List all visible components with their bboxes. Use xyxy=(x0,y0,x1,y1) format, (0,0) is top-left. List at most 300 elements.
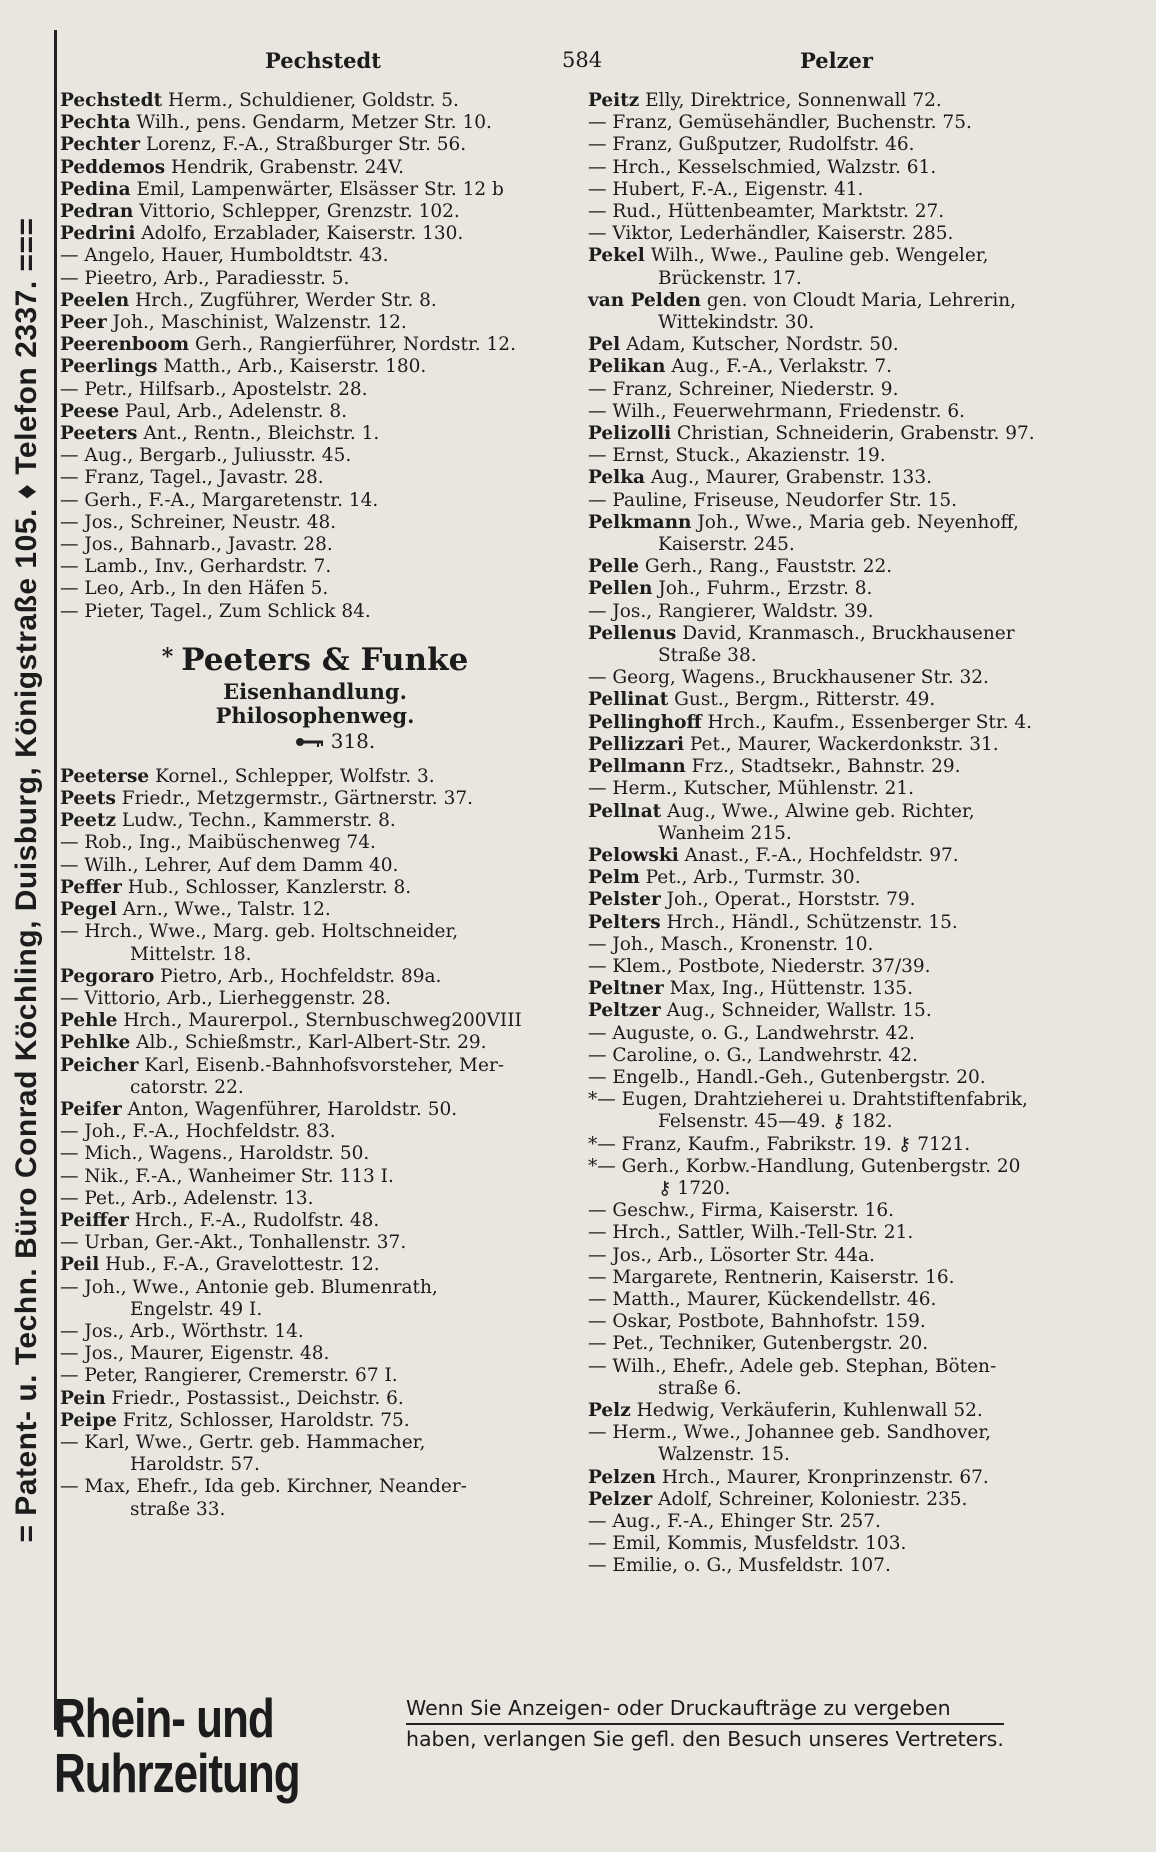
entry-details: — Angelo, Hauer, Humboldtstr. 43. xyxy=(60,245,389,267)
directory-entry xyxy=(588,1200,1108,1222)
directory-entry xyxy=(588,1422,1108,1444)
entry-surname: Peffer xyxy=(60,876,122,898)
entry-details: — Margarete, Rentnerin, Kaiserstr. 16. xyxy=(588,1266,955,1288)
entry-surname: Pellinat xyxy=(588,689,669,711)
entry-details: — Jos., Maurer, Eigenstr. 48. xyxy=(60,1343,330,1365)
directory-entry xyxy=(60,1388,570,1410)
advert-phone xyxy=(100,728,570,754)
directory-entry xyxy=(588,1067,1108,1089)
directory-entry xyxy=(60,312,570,334)
directory-entry xyxy=(60,512,570,534)
entry-details: Hedwig, Verkäuferin, Kuhlenwall 52. xyxy=(630,1399,983,1421)
entry-details: Hub., F.-A., Gravelottestr. 12. xyxy=(99,1254,380,1276)
directory-entry xyxy=(60,601,570,623)
entry-details: Gerh., Rang., Fauststr. 22. xyxy=(639,556,893,578)
directory-entry xyxy=(60,1343,570,1365)
entry-details: Aug., F.-A., Verlakstr. 7. xyxy=(665,356,892,378)
entry-details: — Mich., Wagens., Haroldstr. 50. xyxy=(60,1143,370,1165)
entry-details: Wanheim 215. xyxy=(658,822,792,844)
directory-entry xyxy=(588,889,1108,911)
directory-entry xyxy=(60,1432,570,1454)
directory-entry xyxy=(588,179,1108,201)
directory-entry xyxy=(588,845,1108,867)
entry-details: — Jos., Arb., Lösorter Str. 44a. xyxy=(588,1244,875,1266)
directory-entry xyxy=(588,1400,1108,1422)
entry-details: — Jos., Rangierer, Waldstr. 39. xyxy=(588,600,874,622)
directory-entry xyxy=(60,134,570,156)
directory-entry xyxy=(588,756,1108,778)
directory-entry xyxy=(60,1099,570,1121)
entry-surname: Peddemos xyxy=(60,156,166,178)
entry-details: — Franz, Tagel., Javastr. 28. xyxy=(60,467,324,489)
entry-details: — Pet., Techniker, Gutenbergstr. 20. xyxy=(588,1333,929,1355)
entry-details: — Rud., Hüttenbeamter, Marktstr. 27. xyxy=(588,201,945,223)
entry-surname: Peeters xyxy=(60,423,138,445)
directory-entry xyxy=(588,734,1108,756)
entry-details: — Geschw., Firma, Kaiserstr. 16. xyxy=(588,1200,895,1222)
entry-details: David, Kranmasch., Bruckhausener xyxy=(676,622,1015,644)
right-entries xyxy=(588,90,1108,1578)
directory-entry xyxy=(60,1010,570,1032)
entry-details: — Urban, Ger.-Akt., Tonhallenstr. 37. xyxy=(60,1232,407,1254)
entry-details: Joh., Wwe., Maria geb. Neyenhoff, xyxy=(691,511,1019,533)
entry-details: Alb., Schießmstr., Karl-Albert-Str. 29. xyxy=(130,1032,487,1054)
entry-details: — Hrch., Sattler, Wilh.-Tell-Str. 21. xyxy=(588,1222,914,1244)
entry-surname: Peer xyxy=(60,312,107,334)
entry-details: Kaiserstr. 245. xyxy=(658,534,795,556)
footer-advert xyxy=(54,1688,1108,1805)
entry-details: — Karl, Wwe., Gertr. geb. Hammacher, xyxy=(60,1431,426,1453)
advert-line1: Eisenhandlung. xyxy=(223,678,407,704)
entry-details: — Hrch., Kesselschmied, Walzstr. 61. xyxy=(588,156,937,178)
entry-details: Walzenstr. 15. xyxy=(658,1444,790,1466)
directory-entry xyxy=(60,290,570,312)
page-number: 584 xyxy=(562,48,603,72)
directory-entry xyxy=(588,401,1108,423)
directory-entry xyxy=(588,201,1108,223)
directory-entry xyxy=(588,1178,1108,1200)
directory-entry xyxy=(588,578,1108,600)
directory-entry xyxy=(60,1077,570,1099)
entry-surname: Peipe xyxy=(60,1409,117,1431)
entry-details: Hrch., Maurerpol., Sternbuschweg200VIII xyxy=(117,1010,522,1032)
entry-surname: Pelz xyxy=(588,1399,631,1421)
directory-entry xyxy=(60,788,570,810)
directory-entry xyxy=(60,1476,570,1498)
directory-entry xyxy=(60,578,570,600)
directory-entry xyxy=(60,1210,570,1232)
directory-entry xyxy=(60,268,570,290)
entry-surname: Peifer xyxy=(60,1098,122,1120)
entry-details: Engelstr. 49 I. xyxy=(130,1298,263,1320)
entry-surname: Peicher xyxy=(60,1054,139,1076)
entry-surname: Pedran xyxy=(60,201,134,223)
entry-surname: Pechta xyxy=(60,112,131,134)
entry-surname: Pekel xyxy=(588,245,645,267)
entry-surname: Peese xyxy=(60,400,120,422)
directory-entry xyxy=(588,1111,1108,1133)
entry-surname: Peltner xyxy=(588,978,664,1000)
advert-firm-name: Peeters & Funke xyxy=(181,641,469,678)
entry-details: — Lamb., Inv., Gerhardstr. 7. xyxy=(60,556,332,578)
directory-entry xyxy=(60,1188,570,1210)
directory-entry xyxy=(588,312,1108,334)
directory-entry xyxy=(588,290,1108,312)
entry-details: — Rob., Ing., Maibüschenweg 74. xyxy=(60,832,376,854)
entry-surname: Pelizolli xyxy=(588,423,672,445)
entry-details: Adolfo, Erzablader, Kaiserstr. 130. xyxy=(135,223,464,245)
entry-details: — Pauline, Friseuse, Neudorfer Str. 15. xyxy=(588,489,958,511)
entry-surname: Peltzer xyxy=(588,1000,661,1022)
directory-entry xyxy=(60,90,570,112)
directory-entry xyxy=(60,223,570,245)
entry-surname: Pehlke xyxy=(60,1032,131,1054)
entry-details: — Joh., Wwe., Antonie geb. Blumenrath, xyxy=(60,1276,438,1298)
entry-details: Aug., Wwe., Alwine geb. Richter, xyxy=(661,800,975,822)
entry-details: Friedr., Postassist., Deichstr. 6. xyxy=(105,1387,404,1409)
footer-line2: haben, verlangen Sie gefl. den Besuch unseres Vertreters. xyxy=(406,1727,1004,1751)
entry-details: Gust., Bergm., Ritterstr. 49. xyxy=(668,689,936,711)
entry-surname: Peeterse xyxy=(60,765,150,787)
entry-details: Hrch., F.-A., Rudolfstr. 48. xyxy=(128,1209,380,1231)
left-entries-top xyxy=(60,90,570,623)
entry-surname: Pedrini xyxy=(60,223,136,245)
entry-details: Christian, Schneiderin, Grabenstr. 97. xyxy=(671,423,1035,445)
directory-entry xyxy=(60,534,570,556)
directory-entry xyxy=(60,1032,570,1054)
entry-details: Ant., Rentn., Bleichstr. 1. xyxy=(137,423,380,445)
directory-entry xyxy=(588,1533,1108,1555)
entry-details: Lorenz, F.-A., Straßburger Str. 56. xyxy=(139,134,467,156)
entry-details: — Franz, Gemüsehändler, Buchenstr. 75. xyxy=(588,112,972,134)
entry-details: *— Gerh., Korbw.-Handlung, Gutenbergstr. 20 xyxy=(588,1155,1021,1177)
entry-surname: Pelle xyxy=(588,556,640,578)
entry-details: Paul, Arb., Adelenstr. 8. xyxy=(119,400,348,422)
side-advert-text: = Patent- u. Techn. Büro Conrad Köchling, Duisburg, Königstraße 105. ♦ Telefon 2337. === xyxy=(10,217,43,1543)
entry-details: Frz., Stadtsekr., Bahnstr. 29. xyxy=(685,756,961,778)
entry-details: — Pieter, Tagel., Zum Schlick 84. xyxy=(60,600,371,622)
entry-details: Adam, Kutscher, Nordstr. 50. xyxy=(620,334,899,356)
entry-details: — Engelb., Handl.-Geh., Gutenbergstr. 20. xyxy=(588,1066,986,1088)
entry-details: — Georg, Wagens., Bruckhausener Str. 32. xyxy=(588,667,989,689)
entry-details: Friedr., Metzgermstr., Gärtnerstr. 37. xyxy=(115,788,473,810)
entry-details: Joh., Operat., Horststr. 79. xyxy=(660,889,916,911)
entry-surname: van Pelden xyxy=(588,289,701,311)
entry-details: Anast., F.-A., Hochfeldstr. 97. xyxy=(678,844,959,866)
entry-details: Pietro, Arb., Hochfeldstr. 89a. xyxy=(154,965,442,987)
directory-entry xyxy=(588,1378,1108,1400)
entry-details: gen. von Cloudt Maria, Lehrerin, xyxy=(701,289,1017,311)
entry-details: Karl, Eisenb.-Bahnhofsvorsteher, Mer- xyxy=(138,1054,505,1076)
directory-entry xyxy=(60,810,570,832)
directory-entry xyxy=(60,944,570,966)
entry-details: — Joh., F.-A., Hochfeldstr. 83. xyxy=(60,1121,336,1143)
entry-surname: Pellnat xyxy=(588,800,662,822)
entry-details: Wilh., Wwe., Pauline geb. Wengeler, xyxy=(644,245,989,267)
directory-entry xyxy=(588,778,1108,800)
right-column xyxy=(588,90,1108,1578)
advert-peeters-funke xyxy=(60,637,570,754)
entry-surname: Peiffer xyxy=(60,1209,129,1231)
directory-entry xyxy=(60,988,570,1010)
entry-details: — Aug., Bergarb., Juliusstr. 45. xyxy=(60,445,352,467)
entry-details: Pet., Maurer, Wackerdonkstr. 31. xyxy=(684,733,999,755)
entry-details: — Pet., Arb., Adelenstr. 13. xyxy=(60,1187,314,1209)
entry-details: — Aug., F.-A., Ehinger Str. 257. xyxy=(588,1511,881,1532)
directory-entry xyxy=(60,467,570,489)
entry-details: — Joh., Masch., Kronenstr. 10. xyxy=(588,933,874,955)
entry-details: Pet., Arb., Turmstr. 30. xyxy=(639,867,861,889)
entry-surname: Pelka xyxy=(588,467,646,489)
entry-details: Adolf, Schreiner, Koloniestr. 235. xyxy=(652,1488,968,1510)
entry-details: Wilh., pens. Gendarm, Metzer Str. 10. xyxy=(130,112,492,134)
entry-details: — Klem., Postbote, Niederstr. 37/39. xyxy=(588,955,931,977)
entry-details: — Herm., Kutscher, Mühlenstr. 21. xyxy=(588,778,915,800)
directory-entry xyxy=(588,1134,1108,1156)
entry-surname: Pechter xyxy=(60,134,140,156)
directory-entry xyxy=(588,379,1108,401)
directory-entry xyxy=(588,134,1108,156)
directory-entry xyxy=(588,1289,1108,1311)
directory-entry xyxy=(588,867,1108,889)
entry-details: — Franz, Gußputzer, Rudolfstr. 46. xyxy=(588,134,915,156)
entry-details: — Wilh., Lehrer, Auf dem Damm 40. xyxy=(60,854,399,876)
entry-surname: Peerlings xyxy=(60,356,158,378)
entry-surname: Pegoraro xyxy=(60,965,155,987)
entry-details: Hendrik, Grabenstr. 24V. xyxy=(165,156,405,178)
directory-entry xyxy=(588,1311,1108,1333)
directory-entry xyxy=(60,1232,570,1254)
entry-details: Hrch., Händl., Schützenstr. 15. xyxy=(660,911,958,933)
directory-entry xyxy=(588,1089,1108,1111)
directory-entry xyxy=(60,1410,570,1432)
directory-entry xyxy=(588,556,1108,578)
directory-entry xyxy=(60,921,570,943)
advert-phone-number: 318. xyxy=(330,728,376,753)
directory-entry xyxy=(588,1555,1108,1577)
entry-details: Hrch., Zugführer, Werder Str. 8. xyxy=(129,289,437,311)
entry-details: Hrch., Maurer, Kronprinzenstr. 67. xyxy=(655,1466,989,1488)
entry-details: — Jos., Arb., Wörthstr. 14. xyxy=(60,1320,304,1342)
telephone-key-icon xyxy=(295,736,325,748)
entry-surname: Pellizzari xyxy=(588,733,685,755)
directory-entry xyxy=(588,1000,1108,1022)
directory-entry xyxy=(60,379,570,401)
advert-firm xyxy=(60,637,570,680)
entry-surname: Pel xyxy=(588,334,621,356)
directory-entry xyxy=(588,534,1108,556)
entry-surname: Peetz xyxy=(60,810,117,832)
directory-entry xyxy=(60,445,570,467)
entry-details: Herm., Schuldiener, Goldstr. 5. xyxy=(162,90,459,111)
directory-entry xyxy=(60,157,570,179)
entry-surname: Pelzer xyxy=(588,1488,653,1510)
entry-details: — Petr., Hilfsarb., Apostelstr. 28. xyxy=(60,378,368,400)
entry-surname: Pellinghoff xyxy=(588,711,702,733)
left-column xyxy=(60,90,570,1521)
entry-surname: Pelzen xyxy=(588,1466,656,1488)
entry-details: *— Eugen, Drahtzieherei u. Drahtstiftenfabrik, xyxy=(588,1089,1028,1111)
entry-details: — Jos., Bahnarb., Javastr. 28. xyxy=(60,534,333,556)
directory-entry xyxy=(60,1299,570,1321)
entry-details: Joh., Fuhrm., Erzstr. 8. xyxy=(652,578,873,600)
directory-entry xyxy=(588,1245,1108,1267)
directory-entry xyxy=(60,1277,570,1299)
entry-details: Elly, Direktrice, Sonnenwall 72. xyxy=(639,90,942,111)
advert-line2: Philosophenweg. xyxy=(215,702,415,728)
entry-details: Brückenstr. 17. xyxy=(658,267,802,289)
entry-details: Mittelstr. 18. xyxy=(130,943,252,965)
directory-entry xyxy=(588,823,1108,845)
entry-surname: Pellmann xyxy=(588,756,686,778)
entry-details: straße 33. xyxy=(130,1498,226,1520)
directory-entry xyxy=(60,877,570,899)
directory-entry xyxy=(588,268,1108,290)
directory-entry xyxy=(588,467,1108,489)
directory-entry xyxy=(588,1222,1108,1244)
newspaper-logo: Rhein- und Ruhrzeitung xyxy=(54,1688,300,1805)
directory-entry xyxy=(588,978,1108,1000)
entry-details: — Viktor, Lederhändler, Kaiserstr. 285. xyxy=(588,223,954,245)
entry-surname: Pelm xyxy=(588,867,640,889)
directory-entry xyxy=(588,490,1108,512)
left-entries-bottom xyxy=(60,766,570,1521)
directory-entry xyxy=(60,1499,570,1521)
entry-details: — Emilie, o. G., Musfeldstr. 107. xyxy=(588,1555,891,1577)
directory-entry xyxy=(588,623,1108,645)
directory-entry xyxy=(588,1467,1108,1489)
entry-surname: Peelen xyxy=(60,289,130,311)
entry-surname: Peerenboom xyxy=(60,334,190,356)
directory-entry xyxy=(60,1254,570,1276)
directory-entry xyxy=(60,356,570,378)
directory-entry xyxy=(588,1267,1108,1289)
advert-star: * xyxy=(161,643,174,670)
directory-entry xyxy=(588,1356,1108,1378)
entry-surname: Pechstedt xyxy=(60,90,163,111)
entry-details: Fritz, Schlosser, Haroldstr. 75. xyxy=(116,1409,410,1431)
directory-entry xyxy=(588,157,1108,179)
entry-details: — Leo, Arb., In den Häfen 5. xyxy=(60,578,329,600)
header-right-keyword: Pelzer xyxy=(800,48,873,73)
entry-details: Arn., Wwe., Talstr. 12. xyxy=(116,899,331,921)
directory-entry xyxy=(60,1166,570,1188)
footer-line1: Wenn Sie Anzeigen- oder Druckaufträge zu vergeben xyxy=(406,1694,1004,1725)
directory-entry xyxy=(588,112,1108,134)
directory-entry xyxy=(588,223,1108,245)
entry-surname: Pelikan xyxy=(588,356,666,378)
entry-details: — Vittorio, Arb., Lierheggenstr. 28. xyxy=(60,987,392,1009)
entry-details: Anton, Wagenführer, Haroldstr. 50. xyxy=(121,1098,458,1120)
directory-entry xyxy=(60,179,570,201)
directory-entry xyxy=(60,490,570,512)
entry-details: Straße 38. xyxy=(658,645,757,667)
entry-details: — Franz, Schreiner, Niederstr. 9. xyxy=(588,378,899,400)
directory-entry xyxy=(588,356,1108,378)
entry-details: — Nik., F.-A., Wanheimer Str. 113 I. xyxy=(60,1165,394,1187)
directory-entry xyxy=(588,912,1108,934)
header-left-keyword: Pechstedt xyxy=(265,48,381,73)
directory-entry xyxy=(588,512,1108,534)
entry-surname: Pellen xyxy=(588,578,653,600)
entry-details: Hrch., Kaufm., Essenberger Str. 4. xyxy=(701,711,1033,733)
entry-surname: Pein xyxy=(60,1387,106,1409)
directory-entry xyxy=(60,1321,570,1343)
directory-entry xyxy=(60,201,570,223)
entry-details: straße 6. xyxy=(658,1377,742,1399)
entry-details: — Auguste, o. G., Landwehrstr. 42. xyxy=(588,1022,915,1044)
entry-details: Aug., Maurer, Grabenstr. 133. xyxy=(645,467,932,489)
entry-surname: Pelster xyxy=(588,889,661,911)
entry-details: — Jos., Schreiner, Neustr. 48. xyxy=(60,511,337,533)
directory-entry xyxy=(60,899,570,921)
directory-entry xyxy=(60,1365,570,1387)
entry-details: Gerh., Rangierführer, Nordstr. 12. xyxy=(189,334,516,356)
entry-details: — Ernst, Stuck., Akazienstr. 19. xyxy=(588,445,886,467)
directory-entry xyxy=(588,956,1108,978)
entry-details: — Max, Ehefr., Ida geb. Kirchner, Neander- xyxy=(60,1476,467,1498)
directory-entry xyxy=(60,1143,570,1165)
entry-surname: Pelowski xyxy=(588,844,679,866)
entry-details: — Hubert, F.-A., Eigenstr. 41. xyxy=(588,178,864,200)
directory-entry xyxy=(588,90,1108,112)
directory-entry xyxy=(588,1489,1108,1511)
directory-entry xyxy=(588,689,1108,711)
entry-details: — Herm., Wwe., Johannee geb. Sandhover, xyxy=(588,1422,992,1444)
entry-details: Ludw., Techn., Kammerstr. 8. xyxy=(116,810,396,832)
directory-entry xyxy=(60,556,570,578)
entry-surname: Peets xyxy=(60,788,116,810)
entry-details: Haroldstr. 57. xyxy=(130,1454,260,1476)
directory-entry xyxy=(60,766,570,788)
directory-entry xyxy=(60,245,570,267)
entry-details: Felsenstr. 45—49. ⚷ 182. xyxy=(658,1111,893,1133)
directory-entry xyxy=(60,832,570,854)
entry-details: Kornel., Schlepper, Wolfstr. 3. xyxy=(149,765,435,787)
entry-details: — Wilh., Feuerwehrmann, Friedenstr. 6. xyxy=(588,400,966,422)
entry-details: Joh., Maschinist, Walzenstr. 12. xyxy=(106,312,407,334)
entry-details: ⚷ 1720. xyxy=(658,1177,731,1199)
directory-entry xyxy=(60,112,570,134)
directory-entry xyxy=(588,601,1108,623)
directory-entry xyxy=(60,1454,570,1476)
directory-entry xyxy=(60,401,570,423)
entry-details: — Caroline, o. G., Landwehrstr. 42. xyxy=(588,1044,918,1066)
entry-details: Aug., Schneider, Wallstr. 15. xyxy=(660,1000,932,1022)
directory-entry xyxy=(60,1055,570,1077)
entry-details: Emil, Lampenwärter, Elsässer Str. 12 b xyxy=(130,178,504,200)
entry-details: Matth., Arb., Kaiserstr. 180. xyxy=(157,356,427,378)
entry-surname: Peitz xyxy=(588,90,640,111)
entry-details: — Wilh., Ehefr., Adele geb. Stephan, Böten- xyxy=(588,1355,997,1377)
entry-surname: Pehle xyxy=(60,1010,118,1032)
entry-details: — Pieetro, Arb., Paradiesstr. 5. xyxy=(60,267,350,289)
directory-entry xyxy=(588,1023,1108,1045)
side-advert-bar xyxy=(0,30,57,1730)
directory-entry xyxy=(588,934,1108,956)
entry-details: — Emil, Kommis, Musfeldstr. 103. xyxy=(588,1533,907,1555)
directory-entry xyxy=(60,855,570,877)
directory-entry xyxy=(588,334,1108,356)
entry-surname: Pedina xyxy=(60,178,131,200)
entry-details: Vittorio, Schlepper, Grenzstr. 102. xyxy=(133,201,460,223)
directory-entry xyxy=(588,1333,1108,1355)
entry-surname: Pelkmann xyxy=(588,511,692,533)
entry-details: Max, Ing., Hüttenstr. 135. xyxy=(663,978,913,1000)
entry-details: Hub., Schlosser, Kanzlerstr. 8. xyxy=(121,876,412,898)
directory-entry xyxy=(588,1511,1108,1533)
entry-surname: Pegel xyxy=(60,899,117,921)
